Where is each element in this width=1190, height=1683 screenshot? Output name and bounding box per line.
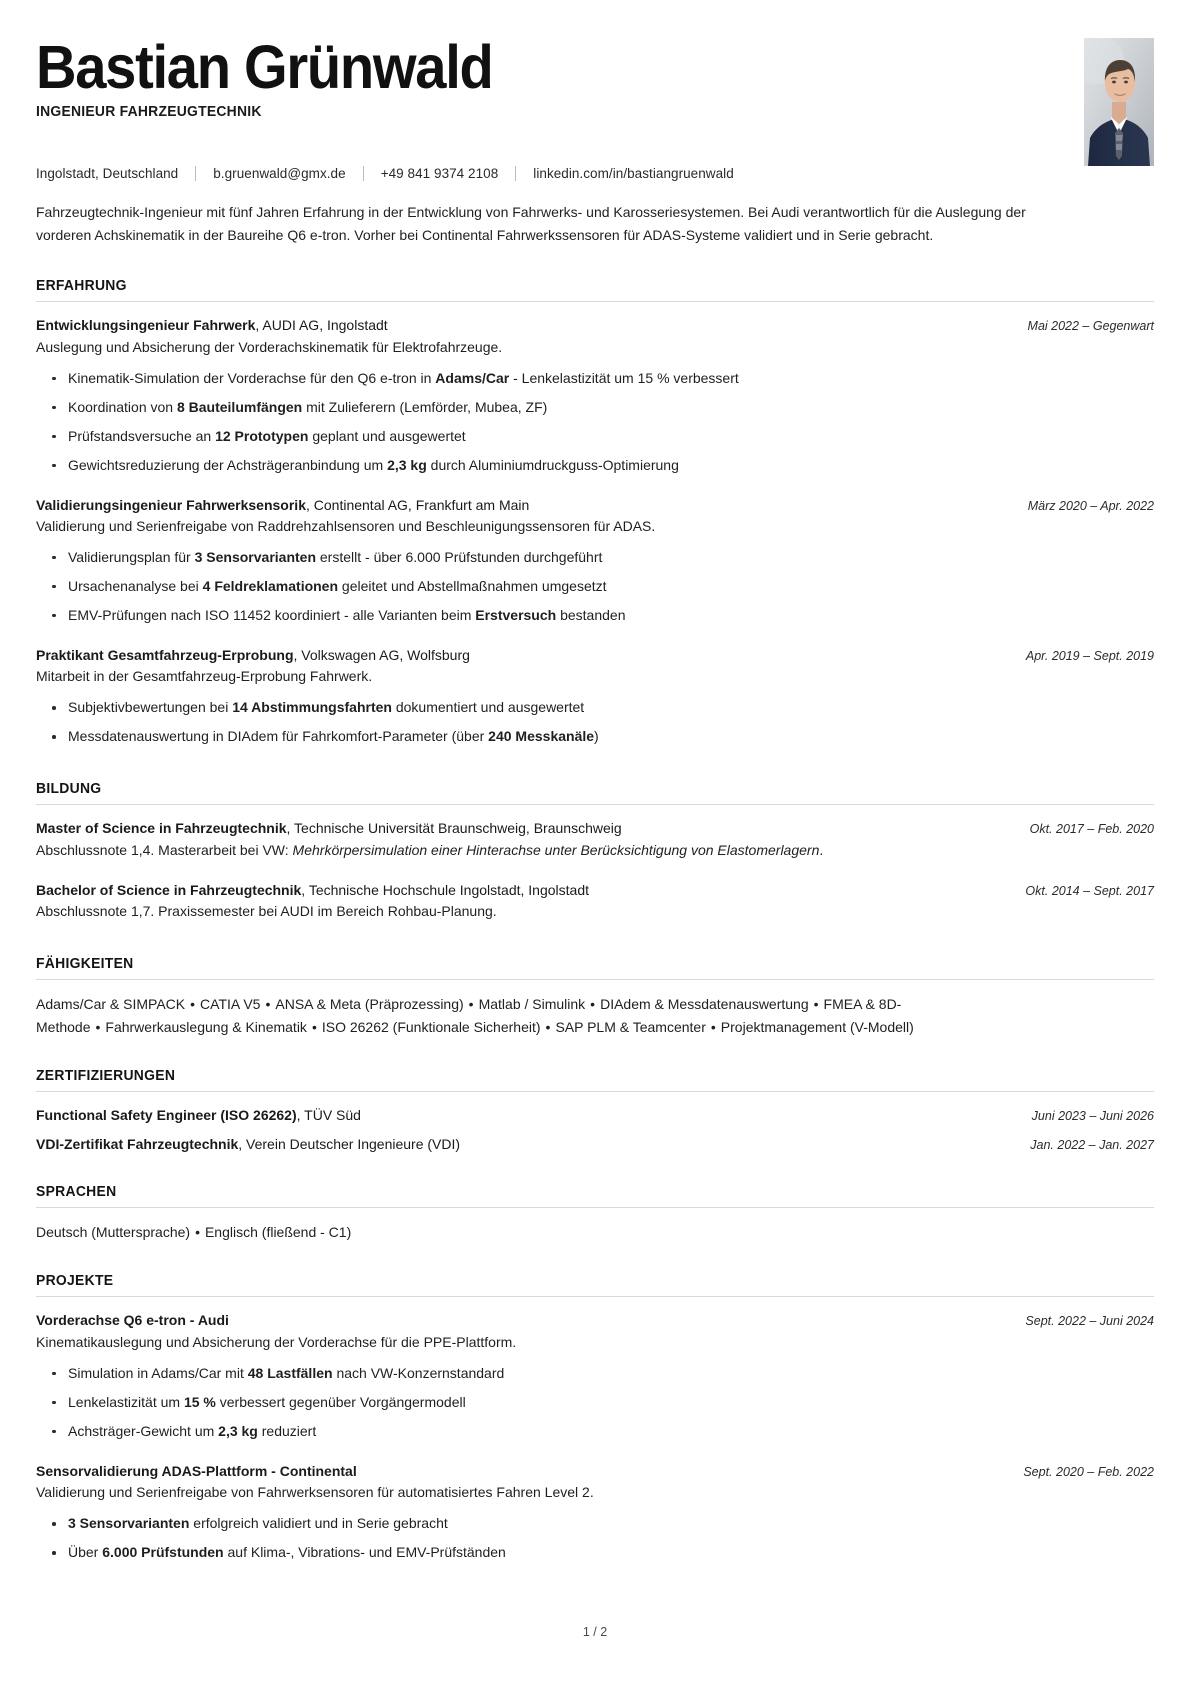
project-name: Sensorvalidierung ADAS-Plattform - Continental	[36, 1462, 357, 1479]
highlight: 15 %	[183, 1393, 216, 1410]
experience-entry	[36, 645, 1154, 747]
education-entries	[36, 818, 1154, 922]
degree-institution: Master of Science in Fahrzeugtechnik, Technische Universität Braunschweig, Braunschweig	[36, 820, 622, 837]
highlight: 3 Sensorvarianten	[68, 1515, 190, 1532]
section-title-projects: PROJEKTE	[36, 1273, 114, 1290]
section-certifications	[36, 1068, 1154, 1155]
page-number: 1 / 2	[582, 1625, 608, 1639]
certification-date-range: Jan. 2022 – Jan. 2027	[1030, 1138, 1154, 1153]
header-text-block	[36, 34, 1084, 144]
section-divider	[36, 1207, 1154, 1208]
highlight: 8 Bauteilumfängen	[176, 398, 303, 415]
education-detail: Abschlussnote 1,7. Praxissemester bei AUDI im Bereich Rohbau-Planung.	[36, 902, 497, 919]
section-education	[36, 781, 1154, 922]
contact-separator	[195, 166, 196, 181]
skill-item: DIAdem & Messdatenauswertung	[600, 995, 809, 1012]
bullet-separator-icon: •	[468, 995, 474, 1012]
skill-item: Matlab / Simulink	[478, 995, 586, 1012]
spacer	[36, 1164, 1154, 1184]
achievement-list	[36, 1513, 1154, 1563]
skill-item: Projektmanagement (V-Modell)	[720, 1018, 914, 1035]
highlight: Adams/Car	[435, 369, 510, 386]
education-date-range: Okt. 2014 – Sept. 2017	[1025, 883, 1154, 898]
achievement-item: Simulation in Adams/Car mit 48 Lastfällen nach VW-Konzernstandard	[66, 1363, 1154, 1384]
project-name: Vorderachse Q6 e-tron - Audi	[36, 1312, 229, 1329]
achievement-item: Messdatenauswertung in DIAdem für Fahrkomfort-Parameter (über 240 Messkanäle)	[66, 726, 1154, 747]
job-date-range: Apr. 2019 – Sept. 2019	[1025, 648, 1154, 663]
education-entry	[36, 880, 1154, 922]
achievement-item: Gewichtsreduzierung der Achsträgeranbindung um 2,3 kg durch Aluminiumdruckguss-Optimierung	[66, 455, 1154, 476]
section-title-certifications: ZERTIFIZIERUNGEN	[36, 1068, 176, 1085]
job-date-range: Mai 2022 – Gegenwart	[1027, 319, 1154, 334]
section-divider	[36, 301, 1154, 302]
project-entries	[36, 1310, 1154, 1563]
skill-item: FMEA & 8D-Methode	[36, 995, 902, 1035]
bullet-separator-icon: •	[590, 995, 596, 1012]
achievement-item: Lenkelastizität um 15 % verbessert gegenüber Vorgängermodell	[66, 1392, 1154, 1413]
skill-item: Fahrwerkauslegung & Kinematik	[105, 1018, 307, 1035]
bullet-separator-icon: •	[710, 1018, 716, 1035]
certification-name-issuer: VDI-Zertifikat Fahrzeugtechnik, Verein Deutscher Ingenieure (VDI)	[36, 1136, 461, 1153]
entry-header	[36, 315, 1154, 335]
thesis-title: Mehrkörpersimulation einer Hinterachse unter Berücksichtigung von Elastomerlagern	[292, 841, 820, 858]
job-description: Mitarbeit in der Gesamtfahrzeug-Erprobung Fahrwerk.	[36, 668, 373, 685]
achievement-item: Achsträger-Gewicht um 2,3 kg reduziert	[66, 1421, 1154, 1442]
skill-item: Adams/Car & SIMPACK	[36, 995, 186, 1012]
achievement-item: Über 6.000 Prüfstunden auf Klima-, Vibrations- und EMV-Prüfständen	[66, 1542, 1154, 1563]
section-divider	[36, 979, 1154, 980]
professional-summary: Fahrzeugtechnik-Ingenieur mit fünf Jahren Erfahrung in der Entwicklung von Fahrwerks- und Karosseriesystemen. Bei Audi verantwortlich für die Auslegung der vorderen Achskinematik in der Baureihe Q6 e-tron. Vorher bei Continental Fahrwerkssensoren für ADAS-Systeme validiert und in Serie gebracht.	[36, 204, 1026, 243]
achievement-item: Subjektivbewertungen bei 14 Abstimmungsfahrten dokumentiert und ausgewertet	[66, 697, 1154, 718]
section-divider	[36, 1296, 1154, 1297]
certification-entry	[36, 1105, 1154, 1125]
skill-item: CATIA V5	[200, 995, 261, 1012]
education-entry	[36, 818, 1154, 860]
project-description: Kinematikauslegung und Absicherung der Vorderachse für die PPE-Plattform.	[36, 1333, 517, 1350]
experience-entries	[36, 315, 1154, 747]
bullet-separator-icon: •	[545, 1018, 551, 1035]
spacer	[36, 761, 1154, 781]
certification-entry	[36, 1134, 1154, 1154]
achievement-list	[36, 368, 1154, 476]
entry-header	[36, 645, 1154, 665]
contact-location: Ingolstadt, Deutschland	[36, 166, 179, 181]
bullet-separator-icon: •	[195, 1223, 200, 1240]
job-date-range: März 2020 – Apr. 2022	[1027, 498, 1154, 513]
entry-header	[36, 880, 1154, 900]
highlight: 6.000 Prüfstunden	[102, 1544, 224, 1561]
achievement-item: Koordination von 8 Bauteilumfängen mit Zulieferern (Lemförder, Mubea, ZF)	[66, 397, 1154, 418]
contact-line	[36, 166, 1154, 181]
certification-name-issuer: Functional Safety Engineer (ISO 26262), TÜV Süd	[36, 1107, 361, 1124]
achievement-list	[36, 1363, 1154, 1442]
achievement-list	[36, 697, 1154, 747]
achievement-item: Ursachenanalyse bei 4 Feldreklamationen geleitet und Abstellmaßnahmen umgesetzt	[66, 576, 1154, 597]
section-divider	[36, 804, 1154, 805]
languages-list	[36, 1221, 1081, 1244]
achievement-item: Kinematik-Simulation der Vorderachse für den Q6 e-tron in Adams/Car - Lenkelastizität um 15 % verbessert	[66, 368, 1154, 389]
entry-header	[36, 495, 1154, 515]
bullet-separator-icon: •	[311, 1018, 317, 1035]
highlight: 48 Lastfällen	[247, 1364, 333, 1381]
entry-header	[36, 1461, 1154, 1481]
section-divider	[36, 1091, 1154, 1092]
highlight: 2,3 kg	[387, 456, 427, 473]
highlight: 240 Messkanäle	[488, 728, 595, 745]
spacer	[36, 1048, 1154, 1068]
entry-header	[36, 818, 1154, 838]
skills-list	[36, 993, 1081, 1038]
section-title-skills: FÄHIGKEITEN	[36, 955, 134, 972]
contact-separator	[515, 166, 516, 181]
section-projects	[36, 1273, 1154, 1563]
education-detail: Abschlussnote 1,4. Masterarbeit bei VW: Mehrkörpersimulation einer Hinterachse unter Berücksichtigung von Elastomerlagern.	[36, 841, 824, 858]
highlight: Erstversuch	[475, 606, 557, 623]
achievement-item: 3 Sensorvarianten erfolgreich validiert und in Serie gebracht	[66, 1513, 1154, 1534]
contact-linkedin[interactable]: linkedin.com/in/bastiangruenwald	[533, 166, 734, 181]
highlight: 3 Sensorvarianten	[194, 548, 316, 565]
job-description: Validierung und Serienfreigabe von Raddrehzahlsensoren und Beschleunigungssensoren für ADAS.	[36, 517, 656, 534]
certification-date-range: Juni 2023 – Juni 2026	[1031, 1109, 1154, 1124]
contact-phone[interactable]: +49 841 9374 2108	[380, 166, 499, 181]
language-item: Deutsch (Muttersprache)	[36, 1223, 191, 1240]
spacer	[36, 936, 1154, 956]
bullet-separator-icon: •	[95, 1018, 101, 1035]
language-item: Englisch (fließend - C1)	[204, 1223, 352, 1240]
candidate-name: Bastian Grünwald	[36, 33, 493, 101]
highlight: 4 Feldreklamationen	[202, 577, 339, 594]
page-footer	[0, 1625, 1190, 1639]
contact-email[interactable]: b.gruenwald@gmx.de	[213, 166, 346, 181]
experience-entry	[36, 495, 1154, 626]
experience-entry	[36, 315, 1154, 475]
project-date-range: Sept. 2020 – Feb. 2022	[1023, 1464, 1154, 1479]
spacer	[36, 1253, 1154, 1273]
highlight: 12 Prototypen	[215, 427, 309, 444]
skill-item: ANSA & Meta (Präprozessing)	[275, 995, 464, 1012]
skill-item: SAP PLM & Teamcenter	[555, 1018, 706, 1035]
certification-entries	[36, 1105, 1154, 1155]
section-languages	[36, 1184, 1154, 1244]
job-title-org: Praktikant Gesamtfahrzeug-Erprobung, Volkswagen AG, Wolfsburg	[36, 646, 470, 663]
achievement-list	[36, 547, 1154, 626]
section-title-experience: ERFAHRUNG	[36, 278, 127, 295]
highlight: 2,3 kg	[218, 1422, 258, 1439]
degree-institution: Bachelor of Science in Fahrzeugtechnik, Technische Hochschule Ingolstadt, Ingolstadt	[36, 881, 589, 898]
project-description: Validierung und Serienfreigabe von Fahrwerksensoren für automatisiertes Fahren Level 2.	[36, 1484, 594, 1501]
job-title-org: Entwicklungsingenieur Fahrwerk, AUDI AG, Ingolstadt	[36, 317, 388, 334]
bullet-separator-icon: •	[813, 995, 819, 1012]
bullet-separator-icon: •	[190, 995, 196, 1012]
education-date-range: Okt. 2017 – Feb. 2020	[1029, 822, 1154, 837]
project-entry	[36, 1310, 1154, 1441]
skill-item: ISO 26262 (Funktionale Sicherheit)	[321, 1018, 541, 1035]
job-title-org: Validierungsingenieur Fahrwerksensorik, Continental AG, Frankfurt am Main	[36, 496, 530, 513]
candidate-job-title: INGENIEUR FAHRZEUGTECHNIK	[36, 104, 262, 121]
section-experience	[36, 278, 1154, 747]
job-description: Auslegung und Absicherung der Vorderachskinematik für Elektrofahrzeuge.	[36, 338, 503, 355]
achievement-item: EMV-Prüfungen nach ISO 11452 koordiniert - alle Varianten beim Erstversuch bestanden	[66, 605, 1154, 626]
project-entry	[36, 1461, 1154, 1563]
achievement-item: Prüfstandsversuche an 12 Prototypen geplant und ausgewertet	[66, 426, 1154, 447]
highlight: 14 Abstimmungsfahrten	[232, 699, 392, 716]
entry-header	[36, 1310, 1154, 1330]
section-title-education: BILDUNG	[36, 781, 102, 798]
bullet-separator-icon: •	[265, 995, 271, 1012]
section-skills	[36, 956, 1154, 1038]
resume-header	[36, 34, 1154, 166]
section-title-languages: SPRACHEN	[36, 1183, 117, 1200]
project-date-range: Sept. 2022 – Juni 2024	[1025, 1314, 1154, 1329]
achievement-item: Validierungsplan für 3 Sensorvarianten erstellt - über 6.000 Prüfstunden durchgeführt	[66, 547, 1154, 568]
contact-separator	[363, 166, 364, 181]
profile-photo	[1084, 38, 1154, 166]
